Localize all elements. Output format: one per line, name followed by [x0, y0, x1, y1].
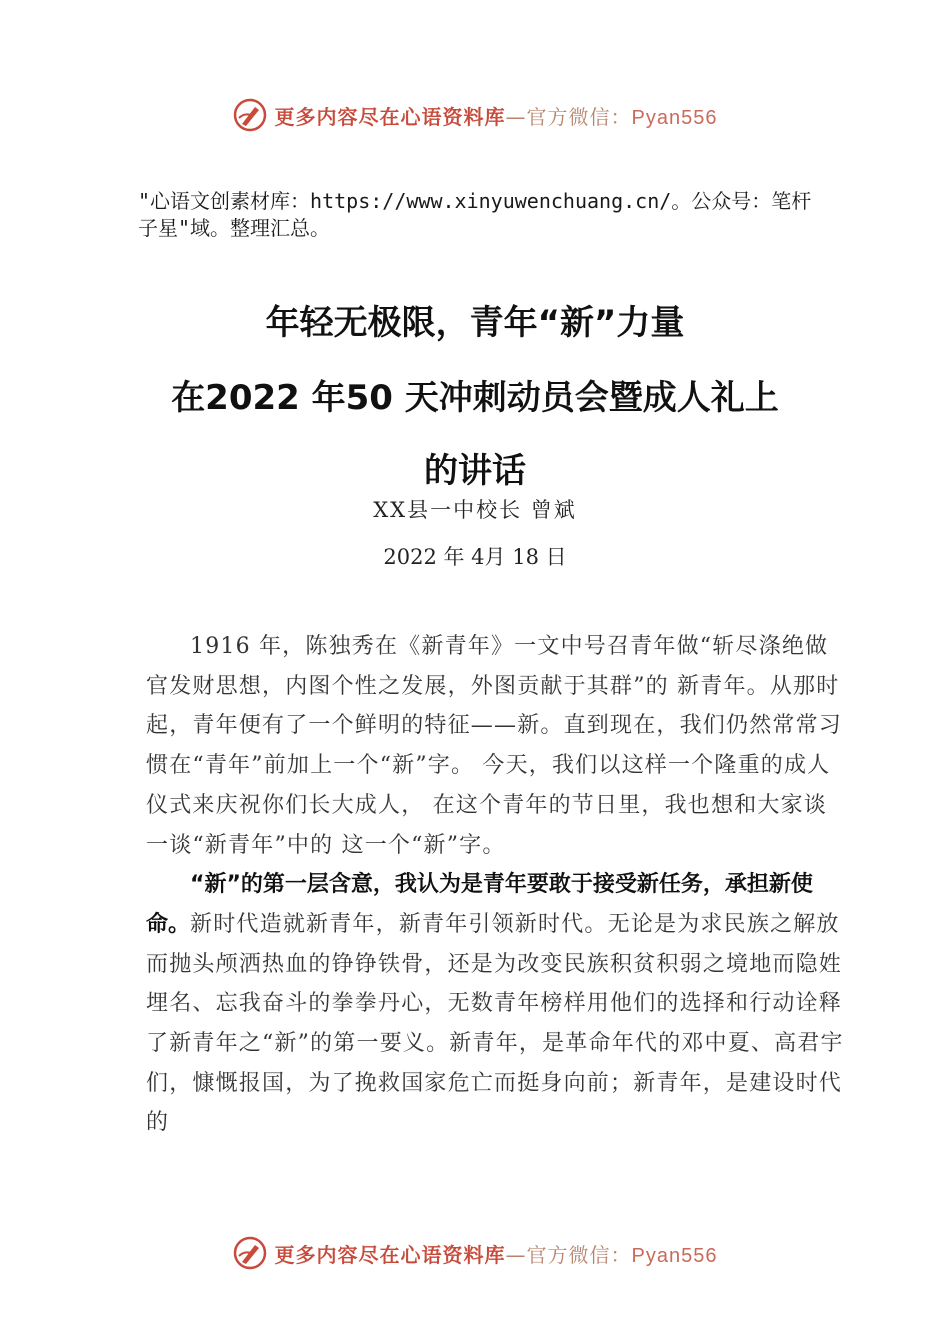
header-brand-text: 更多内容尽在心语资料库—官方微信：Pyan556 — [274, 104, 718, 129]
document-subtitle: 在2022 年50 天冲刺动员会暨成人礼上 — [171, 378, 779, 418]
pen-logo-icon — [233, 1236, 267, 1270]
paragraph-2-lead: “新”的第一层含意，我认为是青年要敢于接受新任务，承担新使命。 — [146, 872, 813, 937]
paragraph-2 — [146, 865, 846, 1143]
document-title: 年轻无极限，青年“新”力量 — [265, 303, 685, 343]
footer-brand-text: 更多内容尽在心语资料库—官方微信：Pyan556 — [274, 1242, 718, 1267]
page-footer-banner — [0, 1233, 950, 1273]
paragraph-1: 1916 年，陈独秀在《新青年》一文中号召青年做“斩尽涤绝做官发财思想，内图个性之发展，外图贡献于其群”的 新青年。从那时起，青年便有了一个鲜明的特征——新。直到现在，我们仍然常常习惯在“青年”前加上一个“新”字。 今天，我们以这样一个隆重的成人仪式来庆祝你们长大成人， 在这个青年的节日里，我也想和大家谈一谈“新青年”中的 这一个“新”字。 — [146, 634, 843, 858]
author-line: XX县一中校长 曾斌 — [373, 498, 577, 522]
paragraph-2-text: 新时代造就新青年，新青年引领新时代。无论是为求民族之解放而抛头颅洒热血的铮铮铁骨，还是为改变民族积贫积弱之境地而隐姓埋名、忘我奋斗的拳拳丹心，无数青年榜样用他们的选择和行动诠释了新青年之“新”的第一要义。新青年，是革命年代的邓中夏、高君宇们，慷慨报国，为了挽救国家危亡而挺身向前；新青年，是建设时代的 — [146, 911, 844, 1136]
page-header-banner — [0, 95, 950, 135]
date-line: 2022 年 4月 18 日 — [383, 545, 567, 569]
speech-body — [146, 627, 846, 1143]
source-note: "心语文创素材库：https://www.xinyuwenchuang.cn/。公众号：笔杆子星"域。整理汇总。 — [138, 189, 812, 240]
document-subtitle-continued: 的讲话 — [424, 451, 526, 491]
pen-logo-icon — [233, 98, 267, 132]
